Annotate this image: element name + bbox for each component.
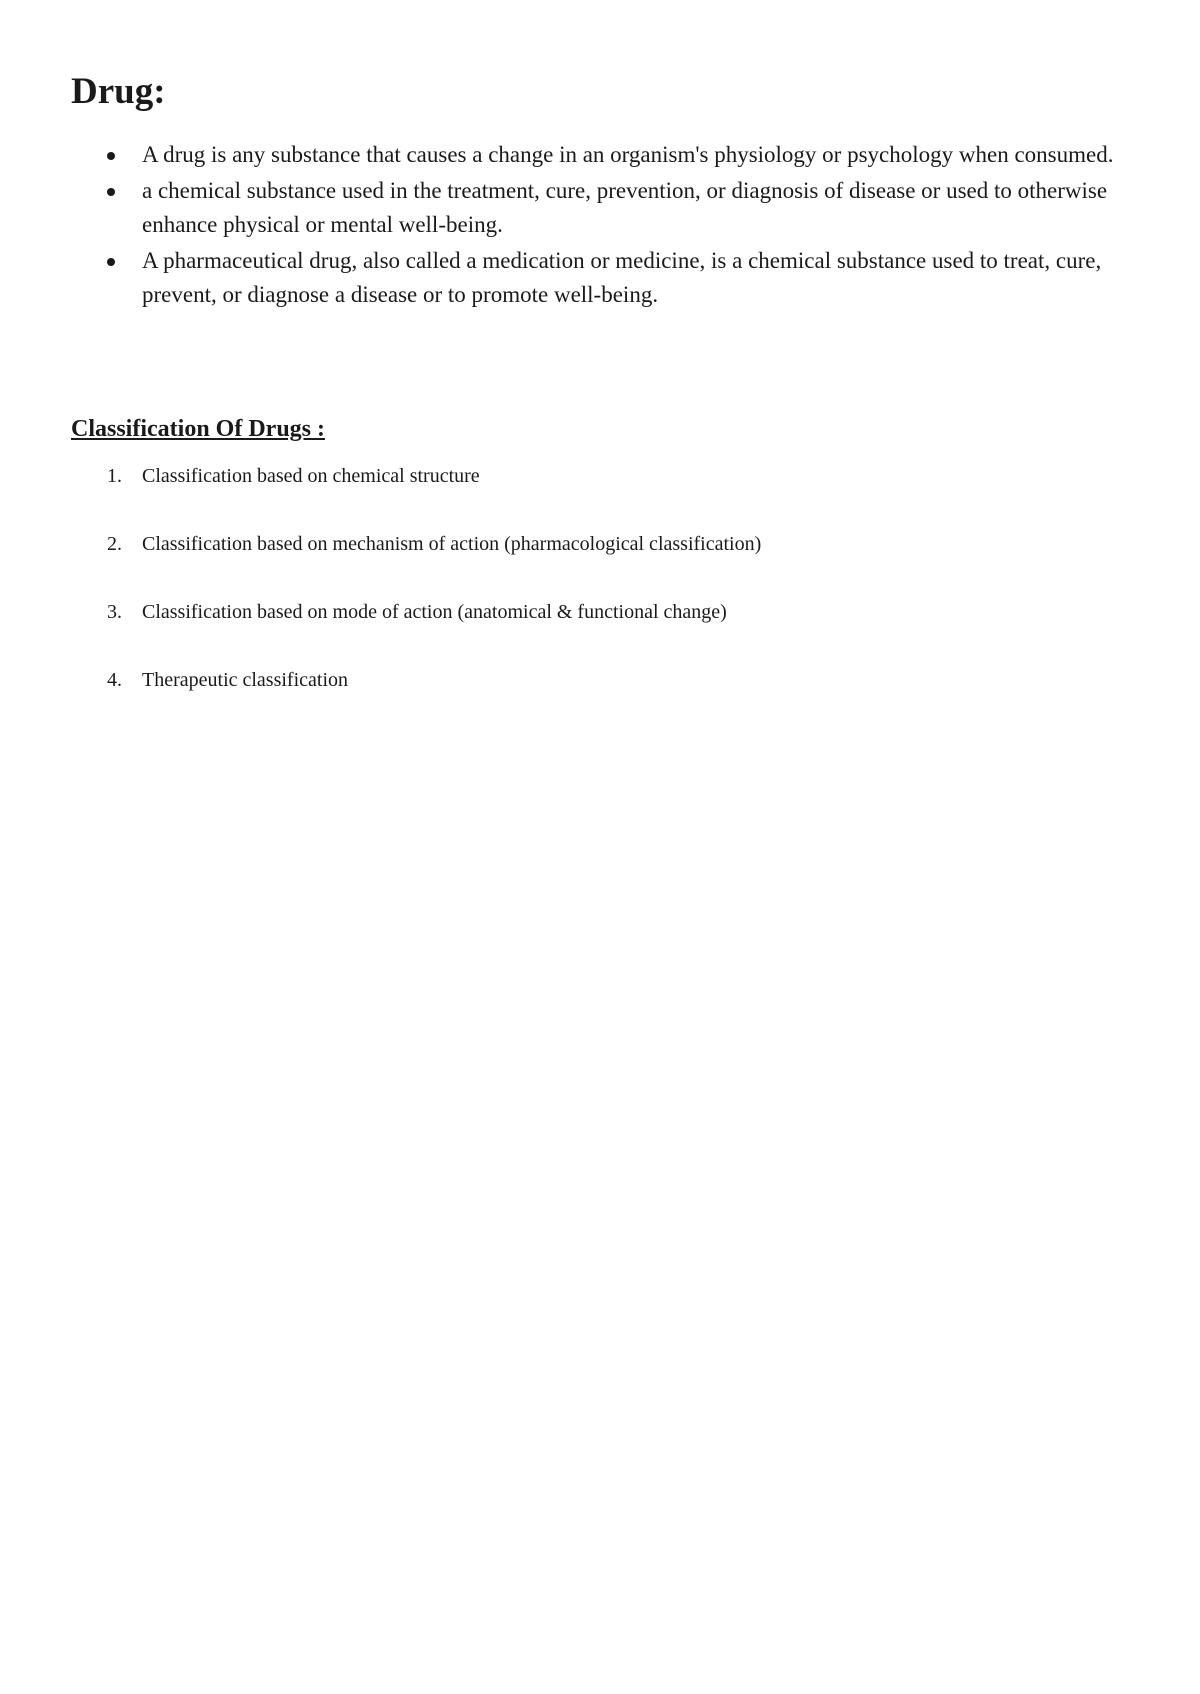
list-item — [104, 667, 1144, 735]
section-heading: Classification Of Drugs : — [71, 416, 325, 442]
definition-text: a chemical substance used in the treatment, cure, prevention, or diagnosis of disease or used to otherwise enhance physical or mental well-being. — [142, 178, 1108, 237]
list-number: 4. — [107, 669, 122, 691]
list-item — [104, 463, 1144, 531]
list-number: 1. — [107, 465, 122, 487]
classification-text: Classification based on mode of action (anatomical & functional change) — [142, 601, 727, 623]
list-number: 3. — [107, 601, 122, 623]
definition-text: A pharmaceutical drug, also called a medication or medicine, is a chemical substance used to treat, cure, prevent, or diagnose a disease or to promote well-being. — [142, 248, 1102, 307]
list-number: 2. — [107, 533, 122, 555]
classification-text: Therapeutic classification — [142, 669, 349, 691]
classification-text: Classification based on chemical structure — [142, 465, 480, 487]
definition-list — [104, 138, 1144, 314]
page-title: Drug: — [71, 71, 166, 112]
bullet-icon — [107, 258, 115, 266]
list-item — [104, 599, 1144, 667]
classification-list — [104, 463, 1144, 735]
classification-text: Classification based on mechanism of action (pharmacological classification) — [142, 533, 762, 555]
bullet-icon — [107, 188, 115, 196]
list-item — [104, 138, 1144, 172]
list-item — [104, 531, 1144, 599]
list-item — [104, 174, 1144, 242]
bullet-icon — [107, 152, 115, 160]
definition-text: A drug is any substance that causes a change in an organism's physiology or psychology when consumed. — [142, 142, 1114, 167]
list-item — [104, 244, 1144, 312]
